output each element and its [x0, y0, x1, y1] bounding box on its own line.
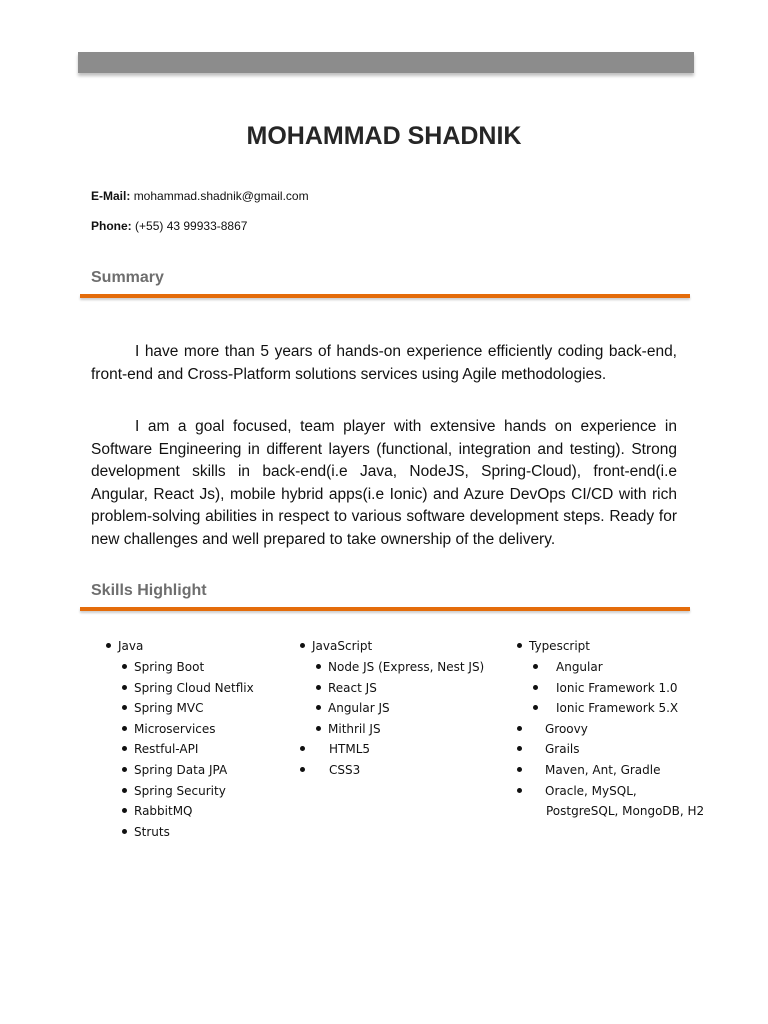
skills-divider	[80, 607, 690, 611]
summary-title: Summary	[91, 269, 164, 286]
phone-label: Phone:	[91, 219, 132, 233]
skill-item: Struts	[122, 825, 170, 839]
email-label: E-Mail:	[91, 189, 131, 203]
summary-paragraph-2: I am a goal focused, team player with extensive hands on experience in Software Engineering in different layers (functional, integration and testing). Strong development skills in back-end(i.e Java, NodeJS, Spring-Cloud), front-end(i.e Angular, React Js), mobile hybrid apps(i.e Ionic) and Azure DevOps CI/CD with rich problem-solving abilities in respect to various software development steps. Ready for new challenges and well prepared to take ownership of the delivery.	[91, 418, 677, 548]
skill-item: CSS3	[300, 763, 360, 777]
skill-item: RabbitMQ	[122, 804, 193, 818]
summary-divider	[80, 294, 690, 298]
skill-item: Mithril JS	[316, 722, 381, 736]
skill-item: Angular JS	[316, 701, 390, 715]
header-bar	[78, 52, 694, 73]
skill-item: Grails	[517, 742, 580, 756]
skill-item: HTML5	[300, 742, 370, 756]
skills-title: Skills Highlight	[91, 582, 207, 599]
skill-item: Spring Cloud Netflix	[122, 681, 254, 695]
skill-item-continuation: PostgreSQL, MongoDB, H2	[546, 804, 705, 818]
skill-item: Microservices	[122, 722, 216, 736]
skill-item: Maven, Ant, Gradle	[517, 763, 661, 777]
skill-item: Spring MVC	[122, 701, 203, 715]
email-value: mohammad.shadnik@gmail.com	[133, 189, 309, 203]
skill-item: Spring Boot	[122, 660, 204, 674]
skill-item: JavaScript	[300, 639, 372, 653]
skill-item: Groovy	[517, 722, 588, 736]
skill-item: Oracle, MySQL,	[517, 784, 637, 798]
skill-item: React JS	[316, 681, 377, 695]
phone-line	[91, 219, 247, 233]
skill-item: Ionic Framework 1.0	[533, 681, 678, 695]
skill-item: Spring Data JPA	[122, 763, 227, 777]
skill-item: Ionic Framework 5.X	[533, 701, 678, 715]
email-line	[91, 189, 309, 203]
skill-item: Java	[106, 639, 143, 653]
skill-item: Angular	[533, 660, 603, 674]
summary-paragraph-1: I have more than 5 years of hands-on experience efficiently coding back-end, front-end and Cross-Platform solutions services using Agile methodologies.	[91, 343, 677, 383]
skill-item: Typescript	[517, 639, 590, 653]
skill-item: Node JS (Express, Nest JS)	[316, 660, 484, 674]
phone-value: (+55) 43 99933-8867	[135, 219, 248, 233]
resume-name: MOHAMMAD SHADNIK	[246, 122, 522, 150]
skill-item: Spring Security	[122, 784, 226, 798]
skill-item: Restful-API	[122, 742, 198, 756]
